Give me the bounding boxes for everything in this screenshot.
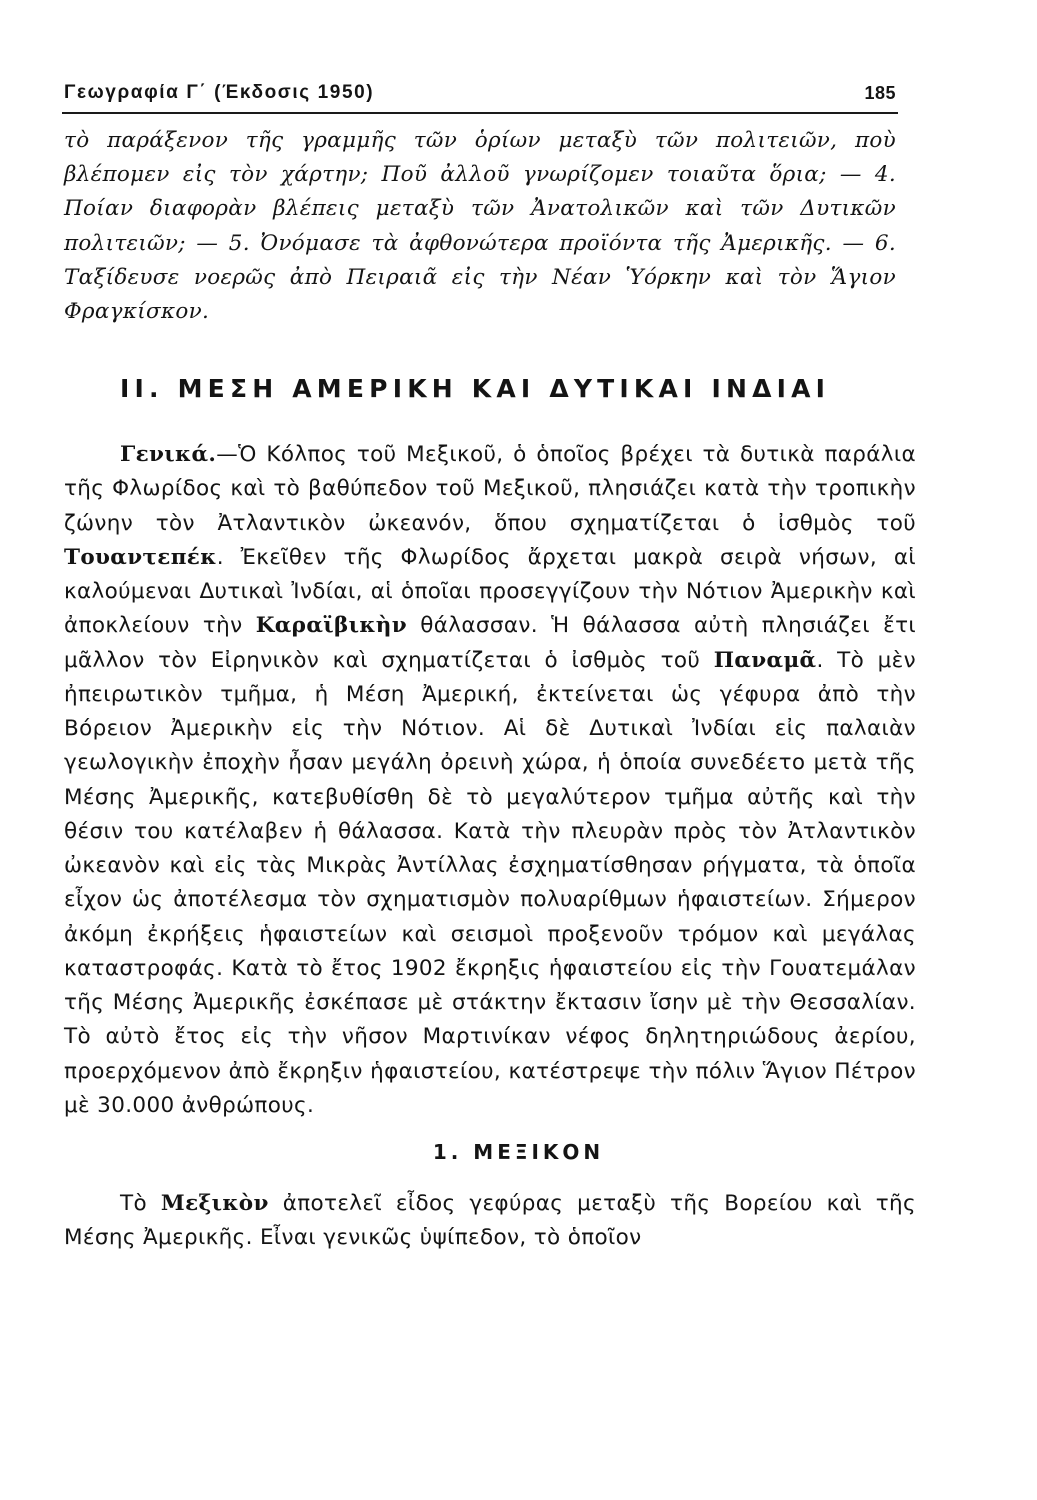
bold-term: Μεξικὸν (160, 1191, 269, 1216)
lead-term: Γενικά. (120, 442, 217, 467)
body-text-segment: . Ἐκεῖθεν τῆς Φλωρίδος ἄρχεται μακρὰ σειρὰ νήσων, αἱ καλούμεναι Δυτικαὶ Ἰνδίαι, αἱ ὁποῖαι προσεγγίζουν τὴν Νότιον Ἀμερικὴν καὶ ἀποκλείουν τὴν (64, 544, 916, 639)
body-paragraph (64, 438, 916, 1123)
running-header (64, 74, 896, 104)
subsection-heading: 1. ΜΕΞΙΚΟΝ (432, 1140, 605, 1164)
subsection-spacer (64, 1123, 916, 1187)
bold-term: Παναμᾶ (713, 647, 817, 673)
running-header-title: Γεωγραφία Γ΄ (Έκδοσις 1950) (64, 82, 375, 103)
page-number: 185 (864, 83, 896, 103)
body-text-segment: —Ὁ Κόλπος τοῦ Μεξικοῦ, ὁ ὁποῖος βρέχει τὰ δυτικὰ παράλια τῆς Φλωρίδος καὶ τὸ βαθύπεδον τοῦ Μεξικοῦ, πλησιάζει κατὰ τὴν τροπικὴν ζώνην τὸν Ἀτλαντικὸν ὠκεανόν, ὅπου σχηματίζεται ὁ ἰσθμὸς τοῦ (64, 442, 916, 536)
body-text-segment: Τὸ (120, 1191, 161, 1216)
exercises-text: τὸ παράξενον τῆς γραμμῆς τῶν ὁρίων μεταξὺ τῶν πολιτειῶν, ποὺ βλέπομεν εἰς τὸν χάρτην; Ποῦ ἀλλοῦ γνωρίζομεν τοιαῦτα ὅρια; — 4. Ποίαν διαφορὰν βλέπεις μεταξὺ τῶν Ἀνατολικῶν καὶ τῶν Δυτικῶν πολιτειῶν; — 5. Ὀνόμασε τὰ ἀφθονώτερα προϊόντα τῆς Ἀμερικῆς. — 6. Ταξίδευσε νοερῶς ἀπὸ Πειραιᾶ εἰς τὴν Νέαν Ὑόρκην καὶ τὸν Ἅγιον Φραγκίσκον. (64, 128, 896, 325)
header-rule (62, 112, 898, 114)
body-text-segment: ἀποτελεῖ εἶδος γεφύρας μεταξὺ τῆς Βορείου καὶ τῆς Μέσης Ἀμερικῆς. Εἶναι γενικῶς ὑψίπεδον, τὸ ὁποῖον (64, 1191, 916, 1251)
body-text-segment: . Τὸ μὲν ἠπειρωτικὸν τμῆμα, ἡ Μέση Ἀμερική, ἐκτείνεται ὡς γέφυρα ἀπὸ τὴν Βόρειον Ἀμερικὴν εἰς τὴν Νότιον. Αἱ δὲ Δυτικαὶ Ἰνδίαι εἰς παλαιὰν γεωλογικὴν ἐποχὴν ἦσαν μεγάλη ὀρεινὴ χώρα, ἡ ὁποία συνεδέετο μετὰ τῆς Μέσης Ἀμερικῆς, κατεβυθίσθη δὲ τὸ μεγαλύτερον τμῆμα αὐτῆς καὶ τὴν θέσιν του κατέλαβεν ἡ θάλασσα. Κατὰ τὴν πλευρὰν πρὸς τὸν Ἀτλαντικὸν ὠκεανὸν καὶ εἰς τὰς Μικρὰς Ἀντίλλας ἐσχηματίσθησαν ρήγματα, τὰ ὁποῖα εἶχον ὡς ἀποτέλεσμα τὸν σχηματισμὸν πολυαρίθμων ἡφαιστείων. Σήμερον ἀκόμη ἐκρήξεις ἡφαιστείων καὶ σεισμοὶ προξενοῦν τρόμον καὶ μεγάλας καταστροφάς. Κατὰ τὸ ἔτος 1902 ἔκρηξις ἡφαιστείου εἰς τὴν Γουατεμάλαν τῆς Μέσης Ἀμερικῆς ἐσκέπασε μὲ στάκτην ἔκτασιν ἴσην μὲ τὴν Θεσσαλίαν. Τὸ αὐτὸ ἔτος εἰς τὴν νῆσον Μαρτινίκαν νέφος δηλητηριώδους ἀερίου, προερχόμενον ἀπὸ ἔκρηξιν ἡφαιστείου, κατέστρεψε τὴν πόλιν Ἅγιον Πέτρον μὲ 30.000 ἀνθρώπους. (64, 647, 916, 1118)
bold-term: Καραϊβικὴν (255, 613, 408, 639)
bold-term: Τουαντεπέκ (64, 544, 217, 570)
subsection-paragraph (64, 1187, 916, 1256)
exercises-paragraph (64, 124, 896, 329)
section-body (64, 438, 916, 1256)
body-text-segment: θάλασσαν. Ἡ θάλασσα αὐτὴ πλησιάζει ἔτι μᾶλλον τὸν Εἰρηνικὸν καὶ σχηματίζεται ὁ ἰσθμὸς τοῦ (64, 613, 916, 673)
section-heading: II. ΜΕΣΗ ΑΜΕΡΙΚΗ ΚΑΙ ΔΥΤΙΚΑΙ ΙΝΔΙΑΙ (120, 374, 831, 403)
